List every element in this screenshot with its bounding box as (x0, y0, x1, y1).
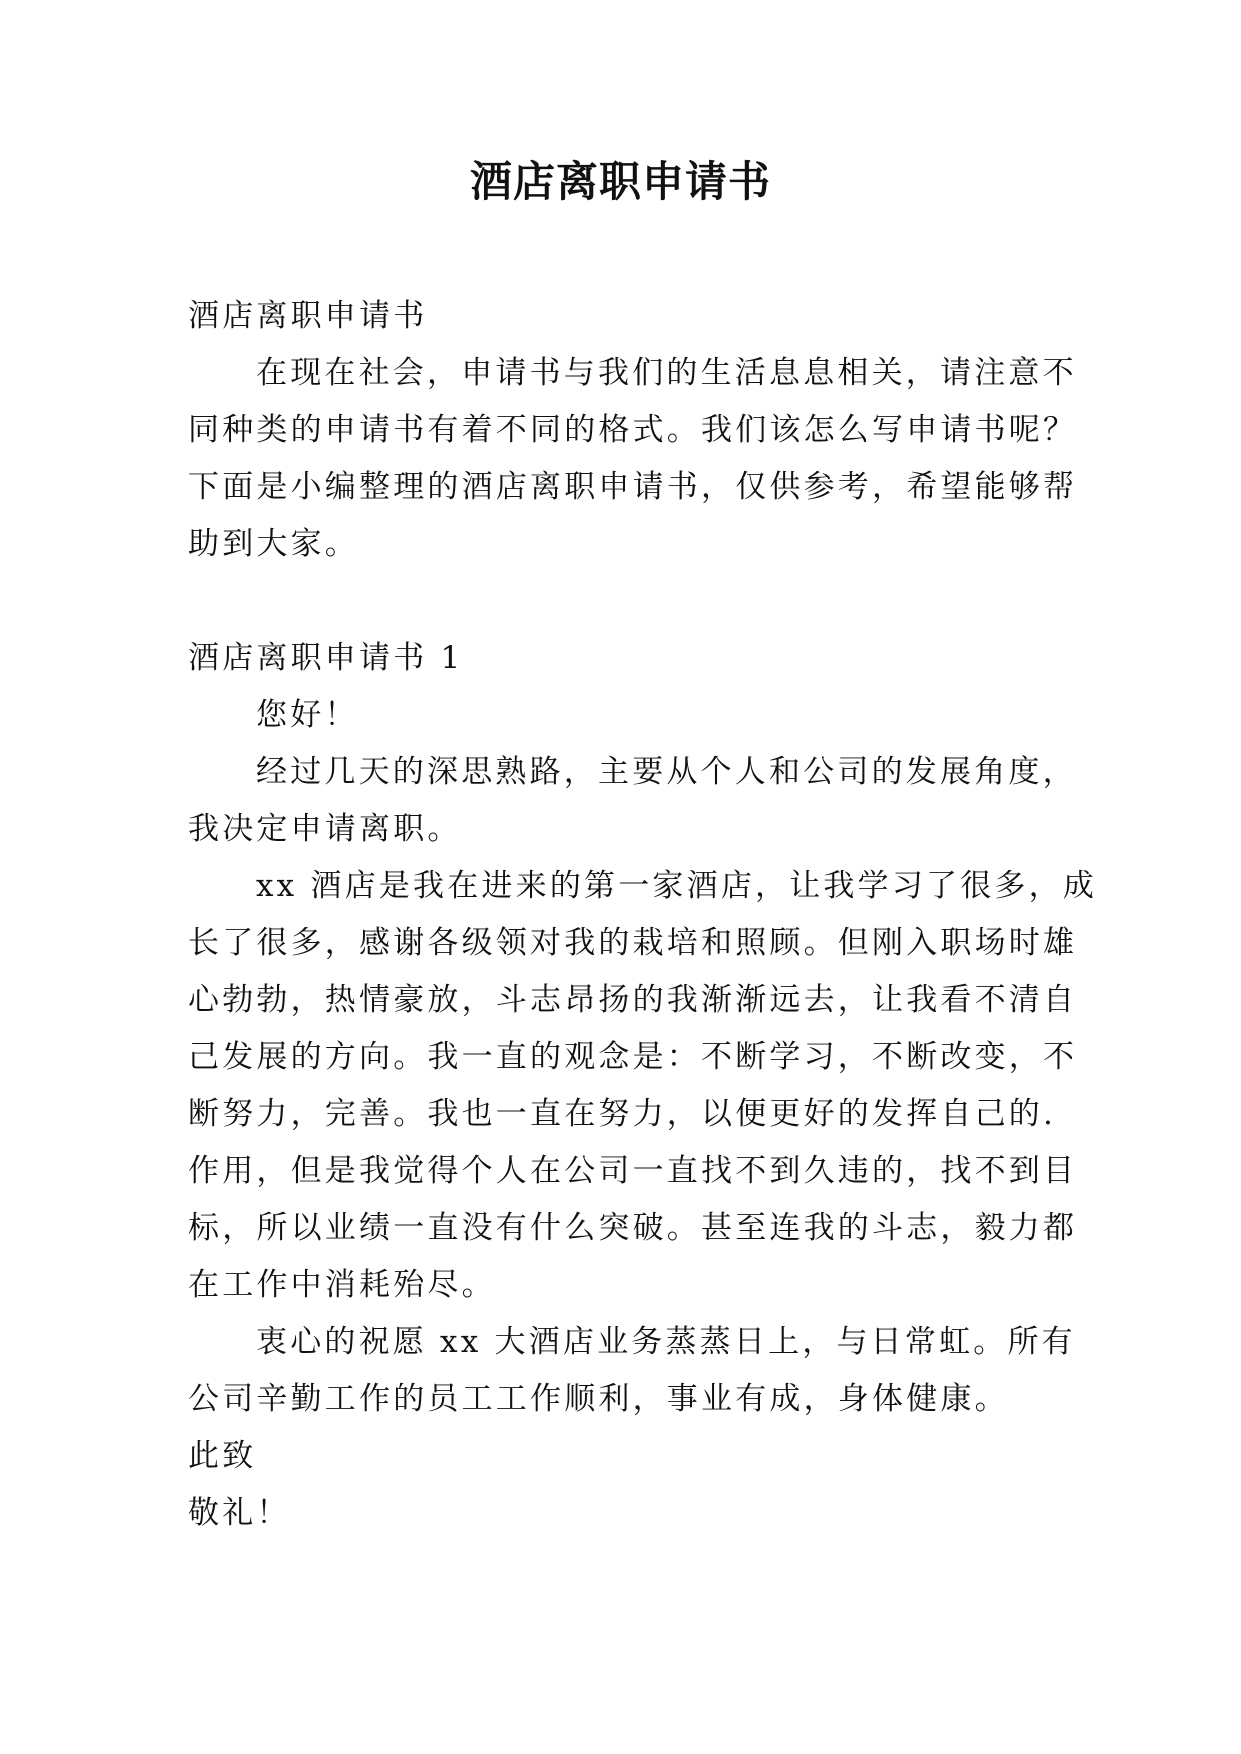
body-paragraph-line: 经过几天的深思熟路，主要从个人和公司的发展角度， (256, 754, 1077, 790)
section-heading: 酒店离职申请书 1 (188, 640, 464, 676)
body-paragraph-line: 在工作中消耗殆尽。 (188, 1267, 496, 1303)
intro-paragraph-line: 助到大家。 (188, 526, 359, 562)
intro-paragraph-line: 同种类的申请书有着不同的格式。我们该怎么写申请书呢？ (188, 412, 1078, 448)
body-paragraph-line: 标，所以业绩一直没有什么突破。甚至连我的斗志，毅力都 (188, 1210, 1078, 1246)
closing-salutation: 敬礼！ (188, 1495, 291, 1531)
intro-paragraph-line: 下面是小编整理的酒店离职申请书，仅供参考，希望能够帮 (188, 469, 1078, 505)
body-paragraph-line: 衷心的祝愿 xx 大酒店业务蒸蒸日上，与日常虹。所有 (256, 1324, 1076, 1360)
body-paragraph-line: 断努力，完善。我也一直在努力，以便更好的发挥自己的. (188, 1096, 1057, 1132)
body-paragraph-line: 己发展的方向。我一直的观念是：不断学习，不断改变，不 (188, 1039, 1078, 1075)
document-title: 酒店离职申请书 (469, 157, 771, 206)
intro-heading: 酒店离职申请书 (188, 298, 428, 334)
intro-paragraph-line: 在现在社会，申请书与我们的生活息息相关，请注意不 (256, 355, 1077, 391)
closing-line: 此致 (188, 1438, 257, 1474)
body-paragraph-line: 公司辛勤工作的员工工作顺利，事业有成，身体健康。 (188, 1381, 1009, 1417)
greeting: 您好！ (256, 697, 359, 733)
body-paragraph-line: 心勃勃，热情豪放，斗志昂扬的我渐渐远去，让我看不清自 (188, 982, 1078, 1018)
body-paragraph-line: 作用，但是我觉得个人在公司一直找不到久违的，找不到目 (188, 1153, 1078, 1189)
body-paragraph-line: xx 酒店是我在进来的第一家酒店，让我学习了很多，成 (256, 868, 1098, 904)
body-paragraph-line: 长了很多，感谢各级领对我的栽培和照顾。但刚入职场时雄 (188, 925, 1078, 961)
body-paragraph-line: 我决定申请离职。 (188, 811, 462, 847)
